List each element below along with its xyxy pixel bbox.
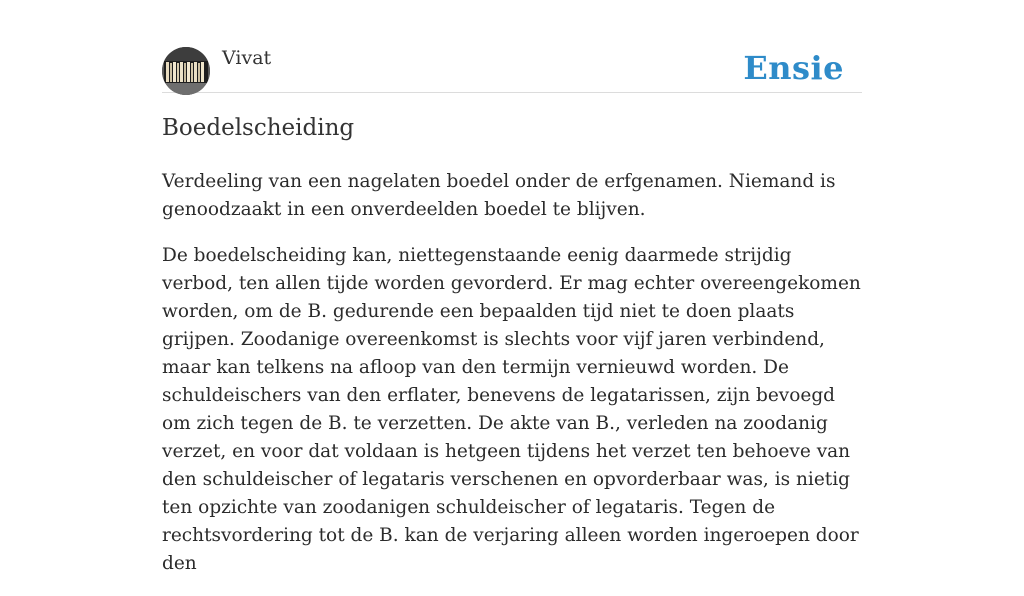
bookshelf-avatar-icon[interactable] — [162, 47, 210, 95]
article-paragraph: Verdeeling van een nagelaten boedel onder de erfgenamen. Niemand is genoodzaakt in een onverdeelden boedel te blijven. — [162, 171, 836, 220]
source-name[interactable]: Vivat — [222, 47, 272, 69]
page-title: Boedelscheiding — [162, 115, 355, 141]
brand-logo[interactable]: Ensie — [743, 49, 844, 87]
article-body — [162, 168, 862, 596]
header — [162, 46, 862, 93]
article-paragraph: De boedelscheiding kan, niettegenstaande eenig daarmede strijdig verbod, ten allen tijde worden gevorderd. Er mag echter overeengekomen worden, om de B. gedurende een bepaalden tijd niet te doen plaats grijpen. Zoodanige overeenkomst is slechts voor vijf jaren verbindend, maar kan telkens na afloop van den termijn vernieuwd worden. De schuldeischers van den erflater, benevens de legatarissen, zijn bevoegd om zich tegen de B. te verzetten. De akte van B., verleden na zoodanig verzet, en voor dat voldaan is hetgeen tijdens het verzet ten behoeve van den schuldeischer of legataris verschenen en opvorderbaar was, is nietig ten opzichte van zoodanigen schuldeischer of legataris. Tegen de rechtsvordering tot de B. kan de verjaring alleen worden ingeroepen door den — [162, 245, 861, 574]
